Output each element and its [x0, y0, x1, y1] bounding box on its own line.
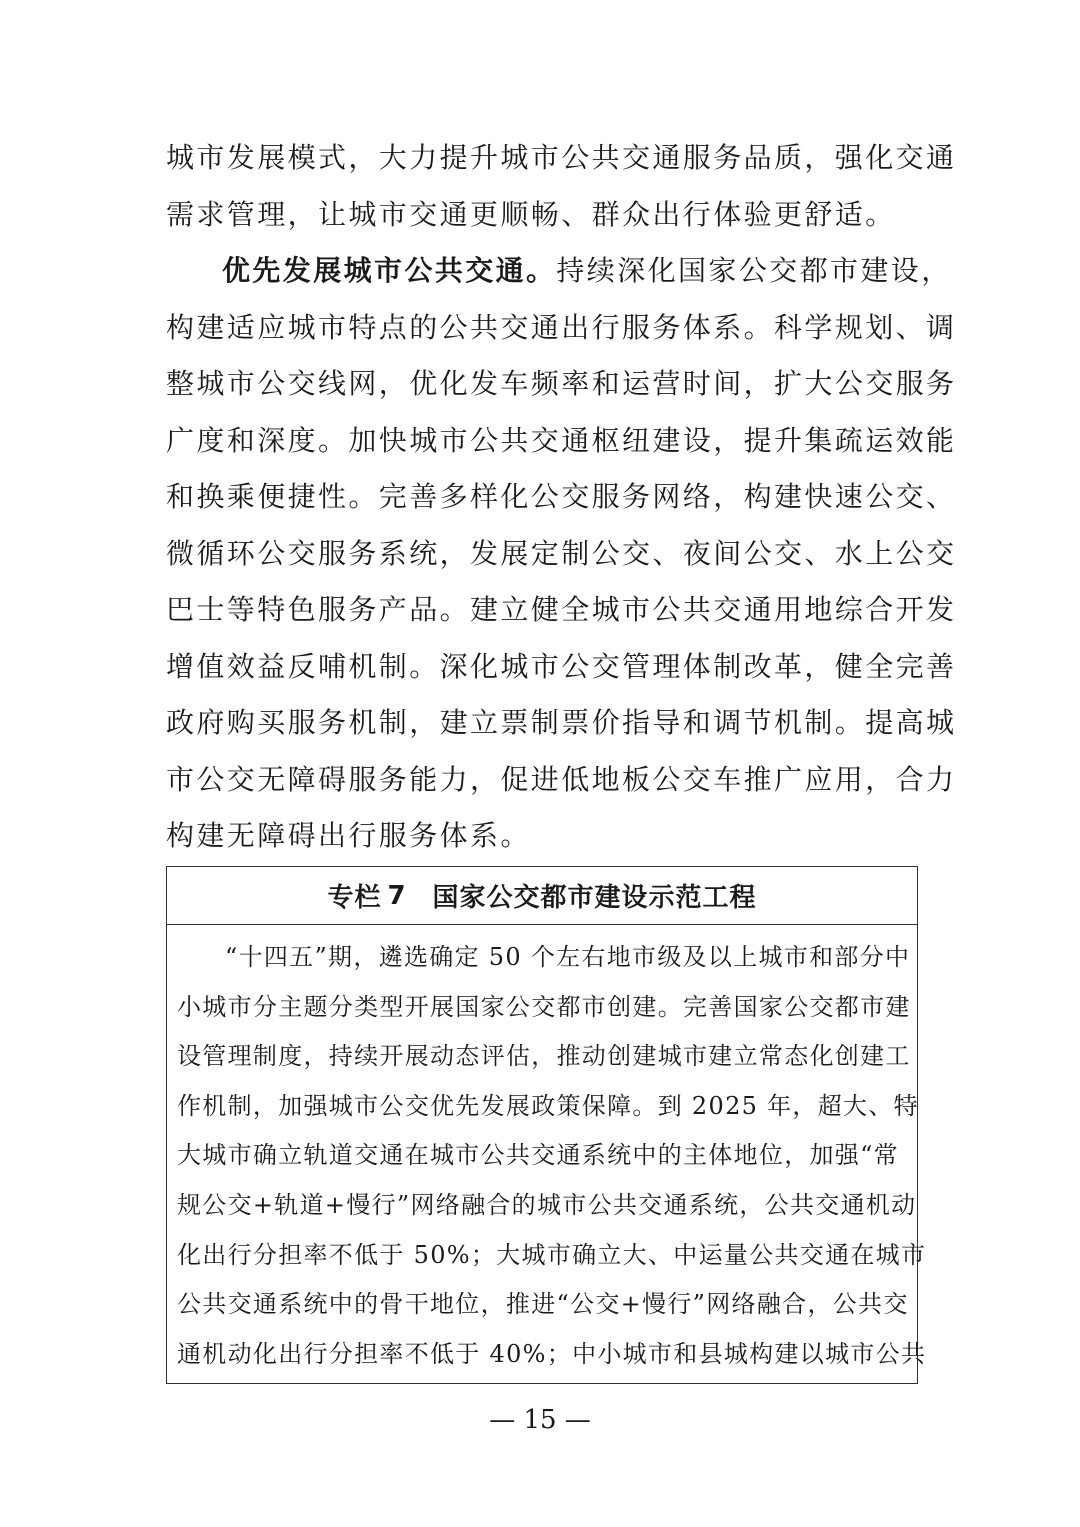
paragraph-line: 构建无障碍出行服务体系。	[166, 819, 531, 852]
feature-box-title	[167, 867, 917, 925]
page-number: — 15 —	[489, 1405, 591, 1435]
box-line: 化出行分担率不低于 50%；大城市确立大、中运量公共交通在城市	[177, 1240, 927, 1269]
paragraph-line: 广度和深度。加快城市公共交通枢纽建设，提升集疏运效能	[166, 423, 957, 457]
box-line: 规公交+轨道+慢行”网络融合的城市公共交通系统，公共交通机动	[177, 1190, 917, 1219]
paragraph-line-rest: 持续深化国家公交都市建设，	[556, 254, 952, 287]
box-line: “十四五”期，遴选确定 50 个左右地市级及以上城市和部分中	[225, 943, 911, 971]
paragraph-line: 城市发展模式，大力提升城市公共交通服务品质，强化交通	[166, 141, 957, 174]
feature-box-body	[167, 925, 927, 1379]
paragraph-line: 整城市公交线网，优化发车频率和运营时间，扩大公交服务	[166, 367, 957, 400]
paragraph-line: 增值效益反哺机制。深化城市公交管理体制改革，健全完善	[166, 649, 957, 683]
box-line: 小城市分主题分类型开展国家公交都市创建。完善国家公交都市建	[177, 992, 911, 1021]
box-line: 大城市确立轨道交通在城市公共交通系统中的主体地位，加强“常	[177, 1141, 899, 1170]
feature-box-number: 7	[387, 880, 407, 911]
paragraph-line: 政府购买服务机制，建立票制票价指导和调节机制。提高城	[166, 706, 957, 739]
paragraph-line: 和换乘便捷性。完善多样化公交服务网络，构建快速公交、	[166, 480, 957, 513]
box-line: 通机动化出行分担率不低于 40%；中小城市和县城构建以城市公共	[177, 1339, 927, 1368]
paragraph-lead: 优先发展城市公共交通。	[222, 254, 557, 287]
box-line: 作机制，加强城市公交优先发展政策保障。到 2025 年，超大、特	[177, 1091, 919, 1120]
paragraph-line: 巴士等特色服务产品。建立健全城市公共交通用地综合开发	[166, 593, 957, 626]
paragraph-line: 需求管理，让城市交通更顺畅、群众出行体验更舒适。	[166, 197, 896, 231]
paragraph-line	[166, 243, 952, 300]
body-text	[166, 130, 957, 865]
box-line: 设管理制度，持续开展动态评估，推动创建城市建立常态化创建工	[177, 1042, 911, 1071]
paragraph-line: 市公交无障碍服务能力，促进低地板公交车推广应用，合力	[166, 762, 957, 796]
box-line: 公共交通系统中的骨干地位，推进“公交+慢行”网络融合，公共交	[177, 1290, 909, 1319]
paragraph-line: 微循环公交服务系统，发展定制公交、夜间公交、水上公交	[166, 536, 957, 570]
feature-box-label: 专栏	[327, 883, 382, 913]
feature-box	[166, 866, 927, 1384]
feature-box-heading: 国家公交都市建设示范工程	[432, 883, 757, 913]
paragraph-line: 构建适应城市特点的公共交通出行服务体系。科学规划、调	[166, 310, 957, 344]
